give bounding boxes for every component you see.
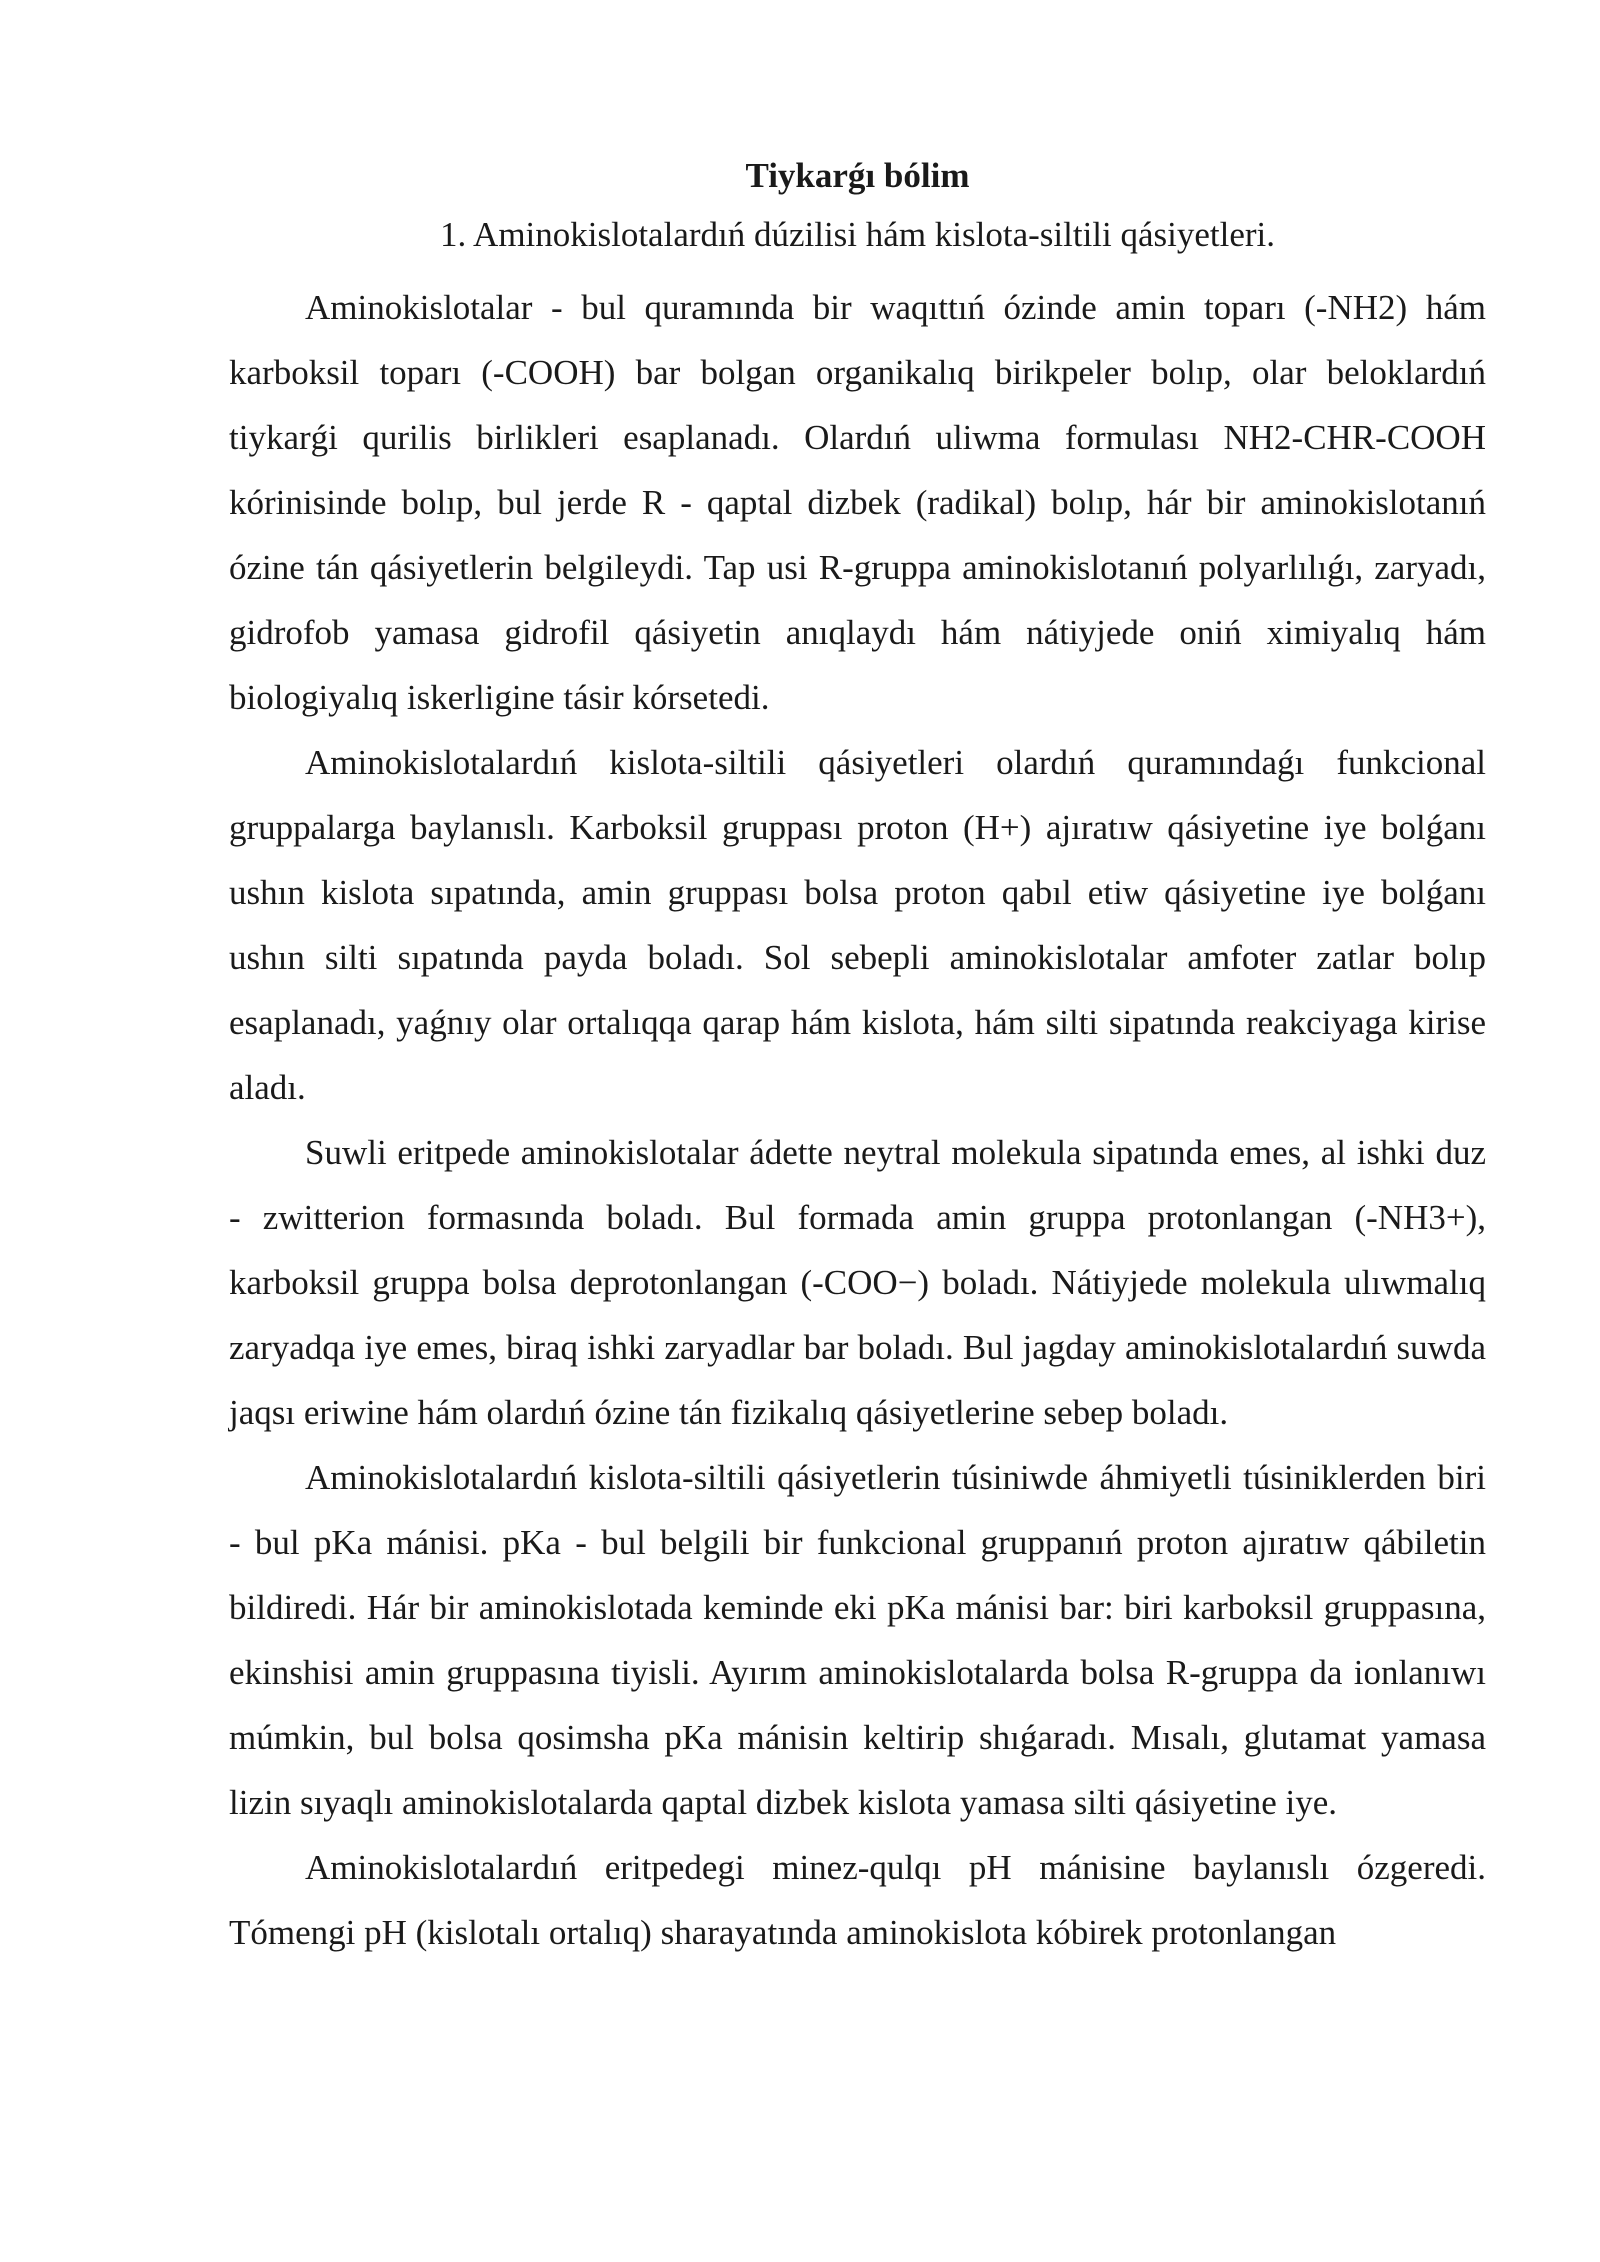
paragraph-1: Aminokislotalar - bul quramında bir waqıttıń ózinde amin toparı (-NH2) hám karboksil toparı (-COOH) bar bolgan organikalıq birikpeler bolıp, olar beloklardıń tiykarǵi qurilis birlikleri esaplanadı. Olardıń uliwma formulası NH2-CHR-COOH kórinisinde bolıp, bul jerde R - qaptal dizbek (radikal) bolıp, hár bir aminokislotanıń ózine tán qásiyetlerin belgileydi. Tap usi R-gruppa aminokislotanıń polyarlılıǵı, zaryadı, gidrofob yamasa gidrofil qásiyetin anıqlaydı hám nátiyjede oniń ximiyalıq hám biologiyalıq iskerligine tásir kórsetedi. (229, 288, 1486, 717)
paragraph-5: Aminokislotalardıń eritpedegi minez-qulqı pH mánisine baylanıslı ózgeredi. Tómengi pH (kislotalı ortalıq) sharayatında aminokislota kóbirek protonlangan (229, 1848, 1486, 1952)
section-heading: 1. Aminokislotalardıń dúzilisi hám kislota-siltili qásiyetleri. (439, 215, 1276, 254)
paragraph-3: Suwli eritpede aminokislotalar ádette neytral molekula sipatında emes, al ishki duz - zwitterion formasında boladı. Bul formada amin gruppa protonlangan (-NH3+), karboksil gruppa bolsa deprotonlangan (-COO−) boladı. Nátiyjede molekula ulıwmalıq zaryadqa iye emes, biraq ishki zaryadlar bar boladı. Bul jagday aminokislotalardıń suwda jaqsı eriwine hám olardıń ózine tán fizikalıq qásiyetlerine sebep boladı. (229, 1133, 1486, 1432)
document-page (229, 150, 1486, 1965)
paragraph-2: Aminokislotalardıń kislota-siltili qásiyetleri olardıń quramındaǵı funkcional gruppalarga baylanıslı. Karboksil gruppası proton (H+) ajıratıw qásiyetine iye bolǵanı ushın kislota sıpatında, amin gruppası bolsa proton qabıl etiw qásiyetine iye bolǵanı ushın silti sıpatında payda boladı. Sol sebepli aminokislotalar amfoter zatlar bolıp esaplanadı, yaǵnıy olar ortalıqqa qarap hám kislota, hám silti sipatında reakciyaga kirise aladı. (229, 743, 1486, 1107)
document-title: Tiykarǵı bólim (745, 156, 970, 195)
paragraph-4: Aminokislotalardıń kislota-siltili qásiyetlerin túsiniwde áhmiyetli túsiniklerden biri - bul pKa mánisi. pKa - bul belgili bir funkcional gruppanıń proton ajıratıw qábiletin bildiredi. Hár bir aminokislotada keminde eki pKa mánisi bar: biri karboksil gruppasına, ekinshisi amin gruppasına tiyisli. Ayırım aminokislotalarda bolsa R-gruppa da ionlanıwı múmkin, bul bolsa qosimsha pKa mánisin keltirip shıǵaradı. Mısalı, glutamat yamasa lizin sıyaqlı aminokislotalarda qaptal dizbek kislota yamasa silti qásiyetine iye. (229, 1458, 1486, 1822)
